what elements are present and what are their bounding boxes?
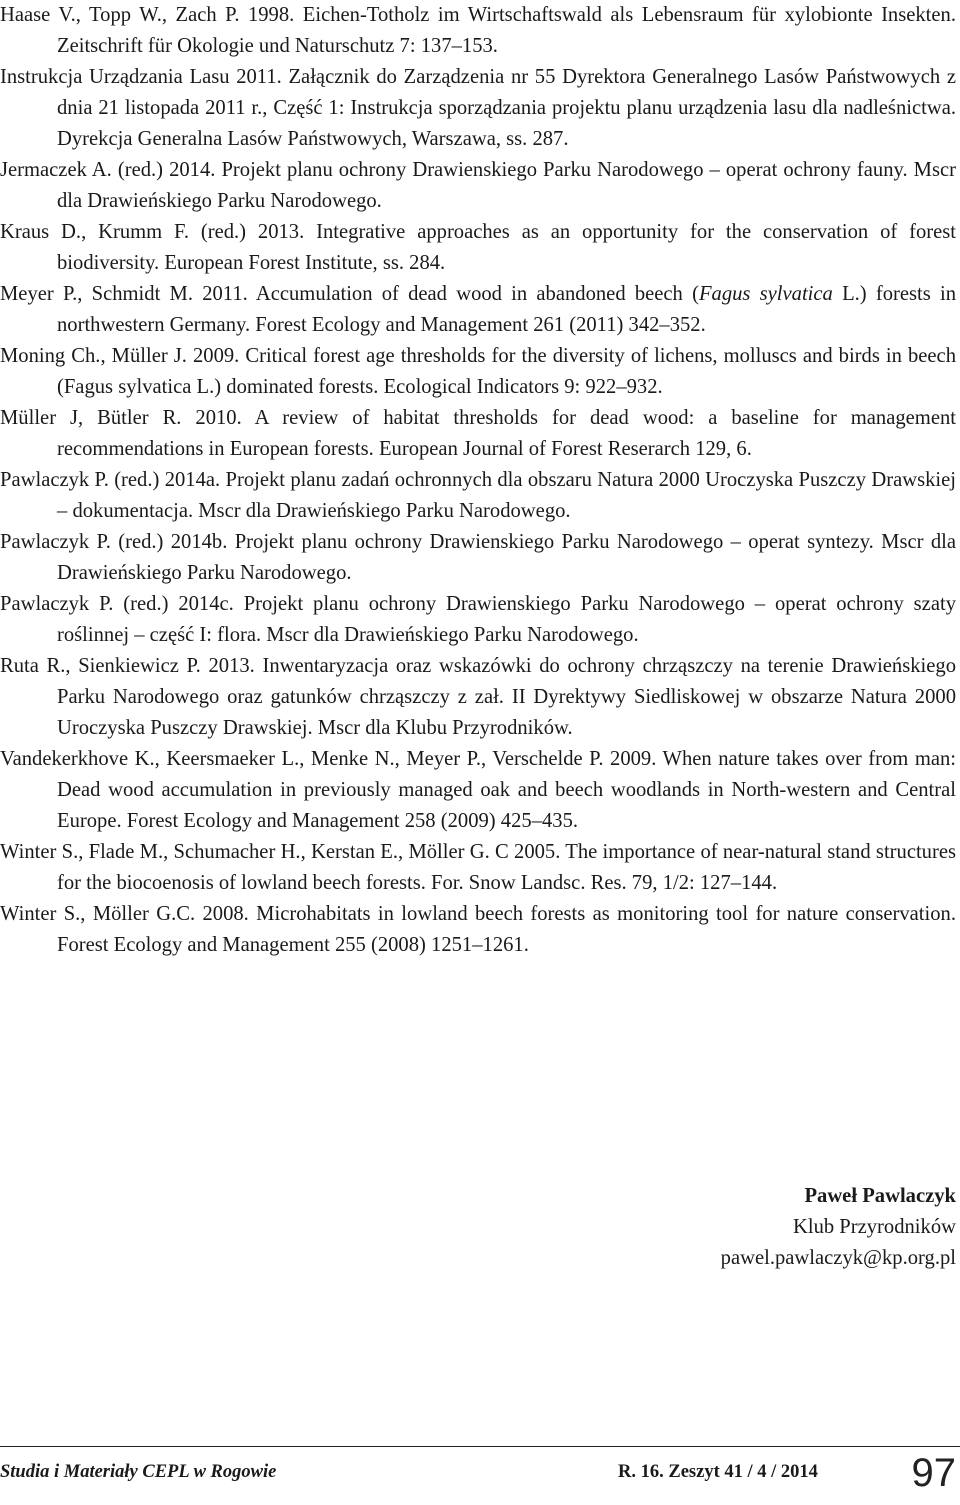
author-name: Paweł Pawlaczyk [804, 1185, 956, 1207]
reference-item: Vandekerkhove K., Keersmaeker L., Menke N., Meyer P., Verschelde P. 2009. When nature takes over from man: Dead wood accumulation in previously managed oak and beech woodlands in North-western and Central Europe. Forest Ecology and Management 258 (2009) 425–435. [0, 748, 956, 832]
reference-item [0, 279, 956, 341]
footer-divider [0, 1446, 960, 1447]
reference-item: Pawlaczyk P. (red.) 2014c. Projekt planu ochrony Drawienskiego Parku Narodowego – operat ochrony szaty roślinnej – część I: flora. Mscr dla Drawieńskiego Parku Narodowego. [0, 593, 956, 646]
author-signature [721, 1181, 956, 1274]
reference-item: Instrukcja Urządzania Lasu 2011. Załącznik do Zarządzenia nr 55 Dyrektora Generalnego Lasów Państwowych z dnia 21 listopada 2011 r., Część 1: Instrukcja sporządzania projektu planu urządzenia lasu dla nadleśnictwa. Dyrekcja Generalna Lasów Państwowych, Warszawa, ss. 287. [0, 66, 956, 150]
reference-text: Meyer P., Schmidt M. 2011. Accumulation of dead wood in abandoned beech ( [0, 283, 699, 305]
footer-issue: R. 16. Zeszyt 41 / 4 / 2014 [618, 1462, 818, 1482]
author-email[interactable]: pawel.pawlaczyk@kp.org.pl [720, 1247, 956, 1269]
reference-item: Kraus D., Krumm F. (red.) 2013. Integrative approaches as an opportunity for the conservation of forest biodiversity. European Forest Institute, ss. 284. [0, 221, 956, 274]
reference-item: Haase V., Topp W., Zach P. 1998. Eichen-Totholz im Wirtschaftswald als Lebensraum für xylobionte Insekten. Zeitschrift für Okologie und Naturschutz 7: 137–153. [0, 4, 956, 57]
footer-journal-title: Studia i Materiały CEPL w Rogowie [0, 1462, 277, 1482]
species-name: Fagus sylvatica [698, 283, 833, 305]
reference-item: Winter S., Möller G.C. 2008. Microhabitats in lowland beech forests as monitoring tool for nature conservation. Forest Ecology and Management 255 (2008) 1251–1261. [0, 903, 956, 956]
reference-item: Pawlaczyk P. (red.) 2014b. Projekt planu ochrony Drawienskiego Parku Narodowego – operat syntezy. Mscr dla Drawieńskiego Parku Narodowego. [0, 531, 956, 584]
reference-text: L.) forests in northwestern Germany. Forest Ecology and Management 261 (2011) 342–352. [57, 283, 957, 336]
reference-item: Müller J, Bütler R. 2010. A review of habitat thresholds for dead wood: a baseline for management recommendations in European forests. European Journal of Forest Reserarch 129, 6. [0, 407, 956, 460]
reference-item: Winter S., Flade M., Schumacher H., Kerstan E., Möller G. C 2005. The importance of near-natural stand structures for the biocoenosis of lowland beech forests. For. Snow Landsc. Res. 79, 1/2: 127–144. [0, 841, 956, 894]
reference-item: Ruta R., Sienkiewicz P. 2013. Inwentaryzacja oraz wskazówki do ochrony chrząszczy na terenie Drawieńskiego Parku Narodowego oraz gatunków chrząszczy z zał. II Dyrektywy Siedliskowej w obszarze Natura 2000 Uroczyska Puszczy Drawskiej. Mscr dla Klubu Przyrodników. [0, 655, 956, 739]
page-number: 97 [911, 1451, 956, 1495]
author-affiliation: Klub Przyrodników [792, 1216, 956, 1238]
reference-item: Jermaczek A. (red.) 2014. Projekt planu ochrony Drawienskiego Parku Narodowego – operat ochrony fauny. Mscr dla Drawieńskiego Parku Narodowego. [0, 159, 956, 212]
reference-item: Pawlaczyk P. (red.) 2014a. Projekt planu zadań ochronnych dla obszaru Natura 2000 Uroczyska Puszczy Drawskiej – dokumentacja. Mscr dla Drawieńskiego Parku Narodowego. [0, 469, 956, 522]
reference-item: Moning Ch., Müller J. 2009. Critical forest age thresholds for the diversity of lichens, molluscs and birds in beech (Fagus sylvatica L.) dominated forests. Ecological Indicators 9: 922–932. [0, 345, 956, 398]
